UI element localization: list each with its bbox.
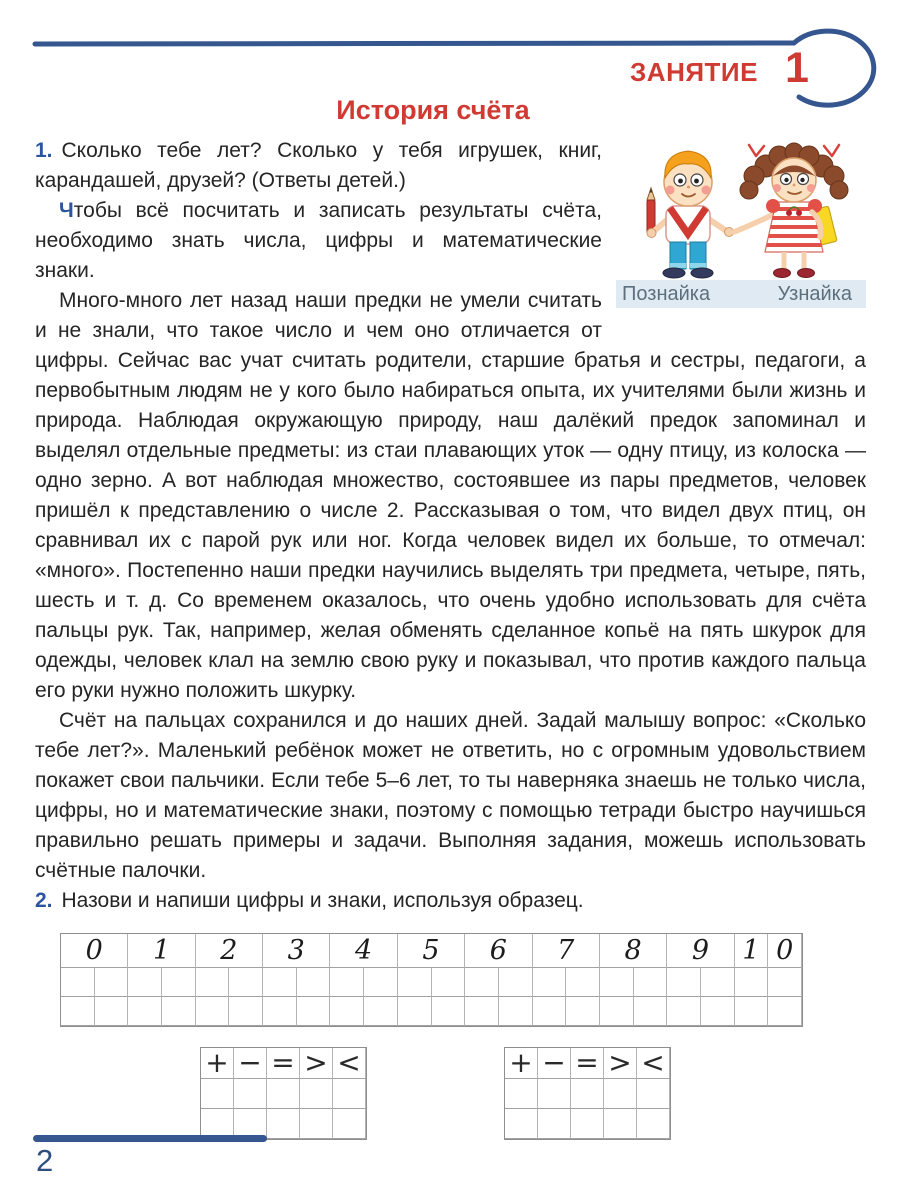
- practice-cell: [538, 1079, 571, 1109]
- digit-sample-cell: 1: [735, 934, 769, 968]
- practice-cell: [229, 968, 263, 997]
- lesson-number: 1: [785, 44, 809, 92]
- boy-label: Познайка: [622, 283, 711, 305]
- paragraph-fingers: Счёт на пальцах сохранился и до наших дней. Задай малышу вопрос: «Сколько тебе лет?». Маленький ребёнок может не ответить, но с огромным удовольствием покажет свои пальчики. Если тебе 5–6 лет, то ты наверняка знаешь не только числа, цифры, но и математические знаки, поэтому с помощью тетради быстро научишься правильно решать примеры и задачи. Выполняя задания, можешь использовать счётные палочки.: [35, 709, 866, 882]
- practice-cell: [571, 1109, 604, 1139]
- sign-sample-cell: [538, 1048, 571, 1079]
- practice-cell: [267, 1109, 300, 1139]
- digit-sample-cell: 9: [667, 934, 734, 968]
- practice-cell: [637, 1109, 670, 1139]
- digit-sample-cell: 2: [196, 934, 263, 968]
- practice-cell: [566, 997, 600, 1026]
- sign-practice-grid: [504, 1047, 671, 1140]
- character-label-bar: [616, 280, 866, 308]
- sign-sample: −: [542, 1046, 566, 1079]
- digit-sample-cell: 3: [263, 934, 330, 968]
- practice-cell: [364, 997, 398, 1026]
- practice-cell: [330, 968, 364, 997]
- task1-text: Сколько тебе лет? Сколько у тебя игрушек, книг, карандашей, друзей? (Ответы детей.): [35, 139, 602, 192]
- practice-cell: [432, 968, 466, 997]
- children-illustration: [616, 142, 866, 280]
- girl-figure: [734, 143, 848, 278]
- practice-cell: [634, 968, 668, 997]
- practice-cell: [61, 997, 95, 1026]
- footer-rule: [33, 1135, 267, 1142]
- digit-sample-cell: 1: [128, 934, 195, 968]
- task2-paragraph: [35, 886, 866, 916]
- practice-cell: [196, 997, 230, 1026]
- lesson-label: ЗАНЯТИЕ: [630, 57, 758, 87]
- practice-cell: [297, 968, 331, 997]
- practice-cell: [465, 997, 499, 1026]
- digit-sample-cell: 4: [330, 934, 397, 968]
- practice-cell: [196, 968, 230, 997]
- sign-sample-cell: [267, 1048, 300, 1079]
- sign-sample: <: [641, 1046, 665, 1079]
- digit-sample-cell: 6: [465, 934, 532, 968]
- sign-sample-cell: [604, 1048, 637, 1079]
- practice-cell: [600, 968, 634, 997]
- practice-cell: [162, 968, 196, 997]
- practice-cell: [201, 1079, 234, 1109]
- pencil-icon: [647, 188, 655, 234]
- sign-sample: +: [509, 1046, 533, 1079]
- task2-text: Назови и напиши цифры и знаки, используя образец.: [61, 889, 584, 912]
- sign-sample-cell: [637, 1048, 670, 1079]
- practice-cell: [735, 968, 769, 997]
- practice-cell: [128, 968, 162, 997]
- sign-sample: <: [337, 1046, 361, 1079]
- practice-cell: [330, 997, 364, 1026]
- sign-sample-cell: [571, 1048, 604, 1079]
- sign-sample: >: [608, 1046, 632, 1079]
- digit-sample-cell: 0: [61, 934, 128, 968]
- sign-sample-cell: [201, 1048, 234, 1079]
- practice-cell: [95, 968, 129, 997]
- digit-practice-grid: [60, 933, 803, 1027]
- body-text: [35, 136, 866, 1140]
- practice-cell: [300, 1079, 333, 1109]
- practice-cell: [566, 968, 600, 997]
- practice-cell: [333, 1109, 366, 1139]
- practice-cell: [432, 997, 466, 1026]
- boy-figure: [647, 151, 734, 278]
- practice-cell: [505, 1079, 538, 1109]
- practice-cell: [637, 1079, 670, 1109]
- practice-cell: [95, 997, 129, 1026]
- sign-sample: =: [575, 1046, 599, 1079]
- digit-sample-cell: 7: [533, 934, 600, 968]
- sign-sample: −: [238, 1046, 262, 1079]
- sign-sample-cell: [300, 1048, 333, 1079]
- practice-cell: [229, 997, 263, 1026]
- sign-grids: [200, 1047, 866, 1140]
- practice-cell: [768, 968, 802, 997]
- sign-sample: =: [271, 1046, 295, 1079]
- practice-cell: [364, 968, 398, 997]
- practice-cell: [701, 968, 735, 997]
- practice-cell: [701, 997, 735, 1026]
- practice-cell: [300, 1109, 333, 1139]
- practice-cell: [333, 1079, 366, 1109]
- page-title: История счёта: [336, 95, 530, 125]
- practice-cell: [398, 968, 432, 997]
- dropcap-letter: Ч: [59, 199, 74, 222]
- task2-number: 2.: [35, 889, 53, 912]
- practice-cell: [234, 1079, 267, 1109]
- sign-sample-cell: [333, 1048, 366, 1079]
- sign-practice-grid: [200, 1047, 367, 1140]
- practice-cell: [128, 997, 162, 1026]
- practice-cell: [162, 997, 196, 1026]
- digit-sample-cell: 0: [768, 934, 802, 968]
- practice-cell: [604, 1079, 637, 1109]
- practice-cell: [263, 968, 297, 997]
- practice-cell: [297, 997, 331, 1026]
- practice-cell: [61, 968, 95, 997]
- practice-cell: [499, 997, 533, 1026]
- paragraph-counting-intro-text: тобы всё посчитать и записать результаты счёта, необходимо знать числа, цифры и математические знаки.: [35, 199, 602, 282]
- sign-sample: +: [205, 1046, 229, 1079]
- practice-cell: [533, 997, 567, 1026]
- sign-sample-cell: [234, 1048, 267, 1079]
- practice-cell: [768, 997, 802, 1026]
- practice-cell: [634, 997, 668, 1026]
- sign-sample-cell: [505, 1048, 538, 1079]
- practice-cell: [505, 1109, 538, 1139]
- practice-cell: [667, 968, 701, 997]
- practice-cell: [571, 1079, 604, 1109]
- digit-sample-cell: 5: [398, 934, 465, 968]
- illustration-box: [616, 142, 866, 308]
- sign-sample: >: [304, 1046, 328, 1079]
- task1-number: 1.: [35, 139, 53, 162]
- page-number: 2: [36, 1143, 54, 1178]
- practice-cell: [263, 997, 297, 1026]
- girl-label: Узнайка: [777, 283, 852, 305]
- practice-cell: [538, 1109, 571, 1139]
- practice-cell: [465, 968, 499, 997]
- practice-cell: [533, 968, 567, 997]
- practice-cell: [267, 1079, 300, 1109]
- practice-cell: [667, 997, 701, 1026]
- paragraph-history: Много-много лет назад наши предки не умели считать и не знали, что такое число и чем оно отличается от цифры. Сейчас вас учат считать родители, старшие братья и сестры, педагоги, а первобытным людям не у кого было набираться опыта, их учителями были жизнь и природа. Наблюдая окружающую природу, наш далёкий предок запоминал и выделял отдельные предметы: из стаи плавающих уток — одну птицу, из колоска — одно зерно. А вот наблюдая множество, состоявшее из пары предметов, человек пришёл к представлению о числе 2. Рассказывая о том, что видел двух птиц, он сравнивал их с парой рук или ног. Когда человек видел их больше, то отмечал: «много». Постепенно наши предки научились выделять три предмета, четыре, пять, шесть и т. д. Со временем оказалось, что очень удобно использовать для счёта пальцы рук. Так, например, желая обменять сделанное копьё на пять шкурок для одежды, человек клал на землю свою руку и показывал, что против каждого пальца его руки нужно положить шкурку.: [35, 289, 866, 702]
- practice-cell: [499, 968, 533, 997]
- digit-sample-cell: 8: [600, 934, 667, 968]
- practice-cell: [735, 997, 769, 1026]
- practice-cell: [604, 1109, 637, 1139]
- practice-cell: [600, 997, 634, 1026]
- practice-cell: [398, 997, 432, 1026]
